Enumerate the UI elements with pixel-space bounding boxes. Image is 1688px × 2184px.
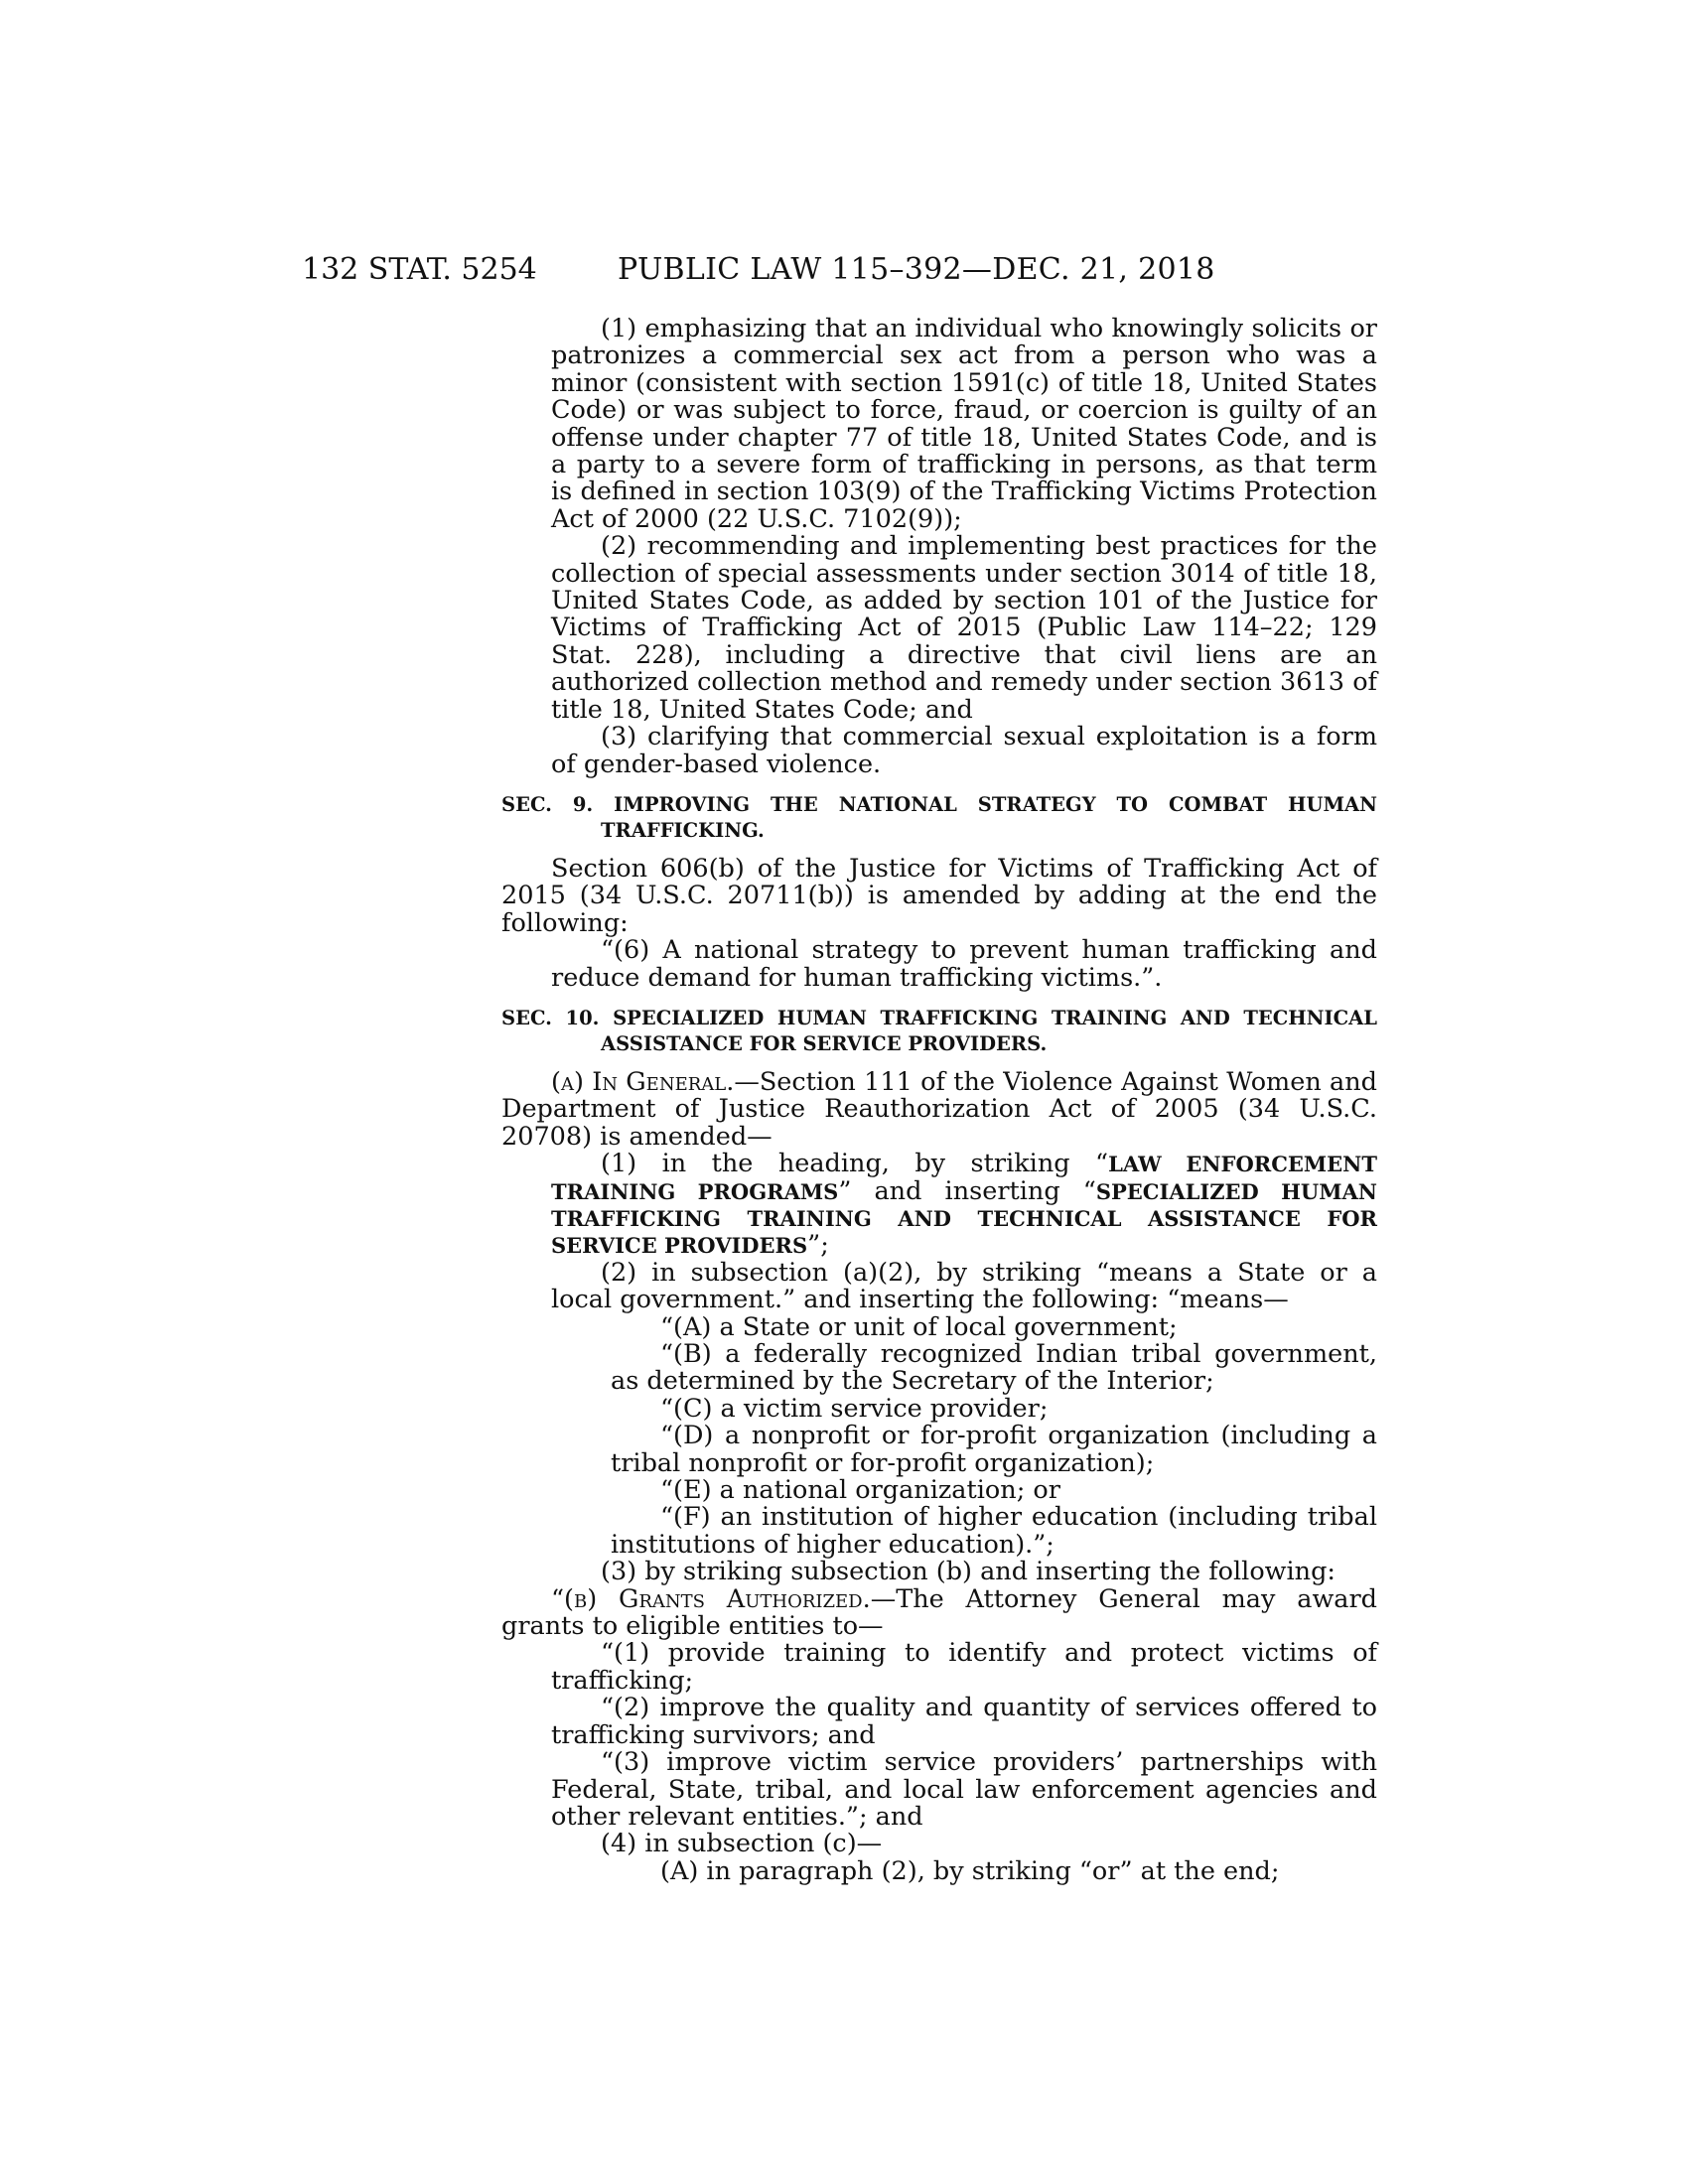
struck-heading: LAW ENFORCEMENT TRAINING PROGRAMS [551,1152,1377,1204]
subsection-a-text: —Section 111 of the Violence Against Women and Department of Justice Reauthorization Act of 2005 (34 U.S.C. 20708) is amended— [501,1066,1377,1152]
item-2-c: “(C) a victim service provider; [660,1393,1049,1424]
subsection-b-label: “(b) Grants Authorized. [551,1583,871,1614]
section-9-quote: “(6) A national strategy to prevent human trafficking and reduce demand for human trafficking victims.”. [551,935,1377,993]
item-2-b: “(B) a federally recognized Indian tribal government, as determined by the Secretary of the Interior; [611,1339,1377,1397]
item-1-mid: ” and inserting “ [838,1175,1096,1206]
subsection-b [501,1583,1377,1642]
item-1 [501,1151,1377,1260]
item-1-post: ”; [807,1230,829,1261]
item-2: (2) in subsection (a)(2), by striking “means a State or a local government.” and inserting the following: “means— [551,1257,1377,1315]
section-9-heading: SEC. 9. IMPROVING THE NATIONAL STRATEGY TO COMBAT HUMAN TRAFFICKING. [501,792,1377,842]
stat-citation: 132 STAT. 5254 [302,252,537,287]
paragraph-2: (2) recommending and implementing best practices for the collection of special assessments under section 3014 of title 18, United States Code, as added by section 101 of the Justice for Victims of Trafficking Act of 2015 (Public Law 114–22; 129 Stat. 228), including a directive that civil liens are an authorized collection method and remedy under section 3613 of title 18, United States Code; and [551,531,1377,725]
public-law-title: PUBLIC LAW 115–392—DEC. 21, 2018 [618,252,1215,287]
subsection-a-label: (a) In General. [551,1066,735,1097]
paragraph-3: (3) clarifying that commercial sexual exploitation is a form of gender-based violence. [551,722,1377,779]
subsection-b-text: —The Attorney General may award grants to eligible entities to— [501,1583,1377,1642]
item-4: (4) in subsection (c)— [601,1829,883,1859]
item-2-e: “(E) a national organization; or [660,1475,1060,1506]
paragraph-1: (1) emphasizing that an individual who knowingly solicits or patronizes a commercial sex act from a person who was a minor (consistent with section 1591(c) of title 18, United States Code) or was subject to force, fraud, or coercion is guilty of an offense under chapter 77 of title 18, United States Code, and is a party to a severe form of trafficking in persons, as that term is defined in section 103(9) of the Trafficking Victims Protection Act of 2000 (22 U.S.C. 7102(9)); [551,314,1377,534]
item-1-pre: (1) in the heading, by striking “ [601,1149,1109,1179]
inserted-heading: SPECIALIZED HUMAN TRAFFICKING TRAINING AND TECHNICAL ASSISTANCE FOR SERVICE PROVIDERS [551,1178,1377,1259]
b-item-1: “(1) provide training to identify and protect victims of trafficking; [551,1638,1377,1696]
page-header [302,250,1374,290]
document-body [501,316,1377,1885]
item-2-d: “(D) a nonprofit or for-profit organization (including a tribal nonprofit or for-profit organization); [611,1421,1377,1478]
item-4-a: (A) in paragraph (2), by striking “or” at the end; [660,1855,1280,1886]
item-2-f: “(F) an institution of higher education (including tribal institutions of higher education).”; [611,1502,1377,1560]
subsection-a [501,1066,1377,1152]
item-3: (3) by striking subsection (b) and inserting the following: [601,1557,1336,1587]
item-2-a: “(A) a State or unit of local government; [660,1311,1178,1342]
section-10-heading: SEC. 10. SPECIALIZED HUMAN TRAFFICKING TRAINING AND TECHNICAL ASSISTANCE FOR SERVICE PROVIDERS. [501,1006,1377,1055]
b-item-3: “(3) improve victim service providers’ partnerships with Federal, State, tribal, and local law enforcement agencies and other relevant entities.”; and [551,1747,1377,1832]
b-item-2: “(2) improve the quality and quantity of services offered to trafficking survivors; and [551,1693,1377,1750]
section-9-text: Section 606(b) of the Justice for Victims of Trafficking Act of 2015 (34 U.S.C. 20711(b)) is amended by adding at the end the following: [501,853,1377,938]
